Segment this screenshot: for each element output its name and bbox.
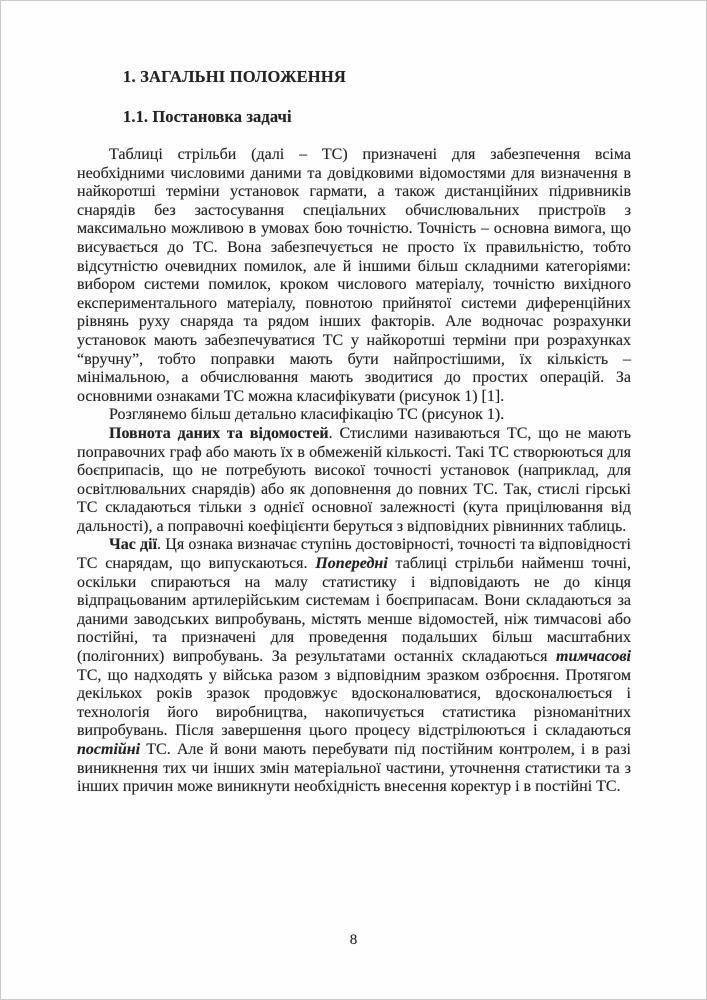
- text-run: постійні: [77, 741, 141, 758]
- paragraph: [77, 425, 631, 537]
- text-run: тимчасові: [556, 648, 631, 666]
- text-run: ТС, що надходять у війська разом з відповідним зразком озброєння. Протягом декількох років зразок продовжує вдосконалюватися, вдосконалюється і технологія його виробництва, накопичується статистика різноманітних випробувань. Після завершення цього процесу відстрілюються і складаються: [77, 666, 631, 740]
- text-run: . Стислими називаються ТС, що не мають поправочних граф або мають їх в обмеженій кількості. Такі ТС створюються для боєприпасів, що не потребують високої точності установок (наприклад, для освітлювальних снарядів) або як доповнення до повних ТС. Так, стислі гірські ТС складаються тільки з однієї основної залежності (кута прицілювання від дальності), а поправочні коефіцієнти беруться з відповідних рівнинних таблиць.: [77, 424, 631, 535]
- paragraph: [77, 146, 631, 406]
- text-run: Повнота даних та відомостей: [109, 424, 329, 442]
- subsection-heading: 1.1. Постановка задачі: [123, 107, 292, 126]
- text-run: Таблиці стрільби (далі – ТС) призначені для забезпечення всіма необхідними числовими даними та довідковими відомостями для визначення в найкоротші терміни установок гармати, а також дистанційних підривників снарядів без застосування спеціальних обчислювальних пристроїв з максимально можливою в умовах бою точністю. Точність – основна вимога, що висувається до ТС. Вона забезпечується не просто їх правильністю, тобто відсутністю очевидних помилок, але й іншими більш складними категоріями: вибором системи помилок, кроком числового матеріалу, точністю вихідного експериментального матеріалу, повнотою прийнятої системи диференційних рівнянь руху снаряда та рядом інших факторів. Але водночас розрахунки установок мають забезпечуватися ТС у найкоротші терміни при розрахунках “вручну”, тобто поправки мають бути найпростішими, їх кількість – мінімальною, а обчислювання мають зводитися до простих операцій. За основними ознаками ТС можна класифікувати (рисунок 1) [1].: [77, 146, 631, 405]
- text-run: Попередні: [315, 555, 388, 573]
- text-run: Час дії: [109, 536, 158, 554]
- page-number: 8: [349, 932, 358, 948]
- section-heading: 1. ЗАГАЛЬНІ ПОЛОЖЕННЯ: [123, 67, 346, 86]
- page-content: [77, 67, 631, 797]
- paragraph: [77, 536, 631, 796]
- text-run: Розглянемо більш детально класифікацію ТС (рисунок 1).: [109, 406, 505, 424]
- text-run: таблиці стрільби найменш точні, оскільки спираються на малу статистику і відповідають не до кінця відпрацьованим артилерійським системам і боєприпасам. Вони складаються за даними заводських випробувань, містять менше відомостей, ніж тимчасові або постійні, та призначені для проведення подальших більш масштабних (полігонних) випробувань. За результатами останніх складаються: [77, 555, 631, 666]
- paragraph: [77, 406, 631, 425]
- text-run: . Ця ознака визначає ступінь достовірності, точності та відповідності ТС снарядам, що випускаються.: [77, 536, 631, 573]
- text-run: ТС. Але й вони мають перебувати під постійним контролем, і в разі виникнення тих чи інших змін матеріальної частини, уточнення статистики та з інших причин може виникнути необхідність внесення коректур і в постійні ТС.: [77, 741, 631, 796]
- body-paragraphs: [77, 146, 631, 797]
